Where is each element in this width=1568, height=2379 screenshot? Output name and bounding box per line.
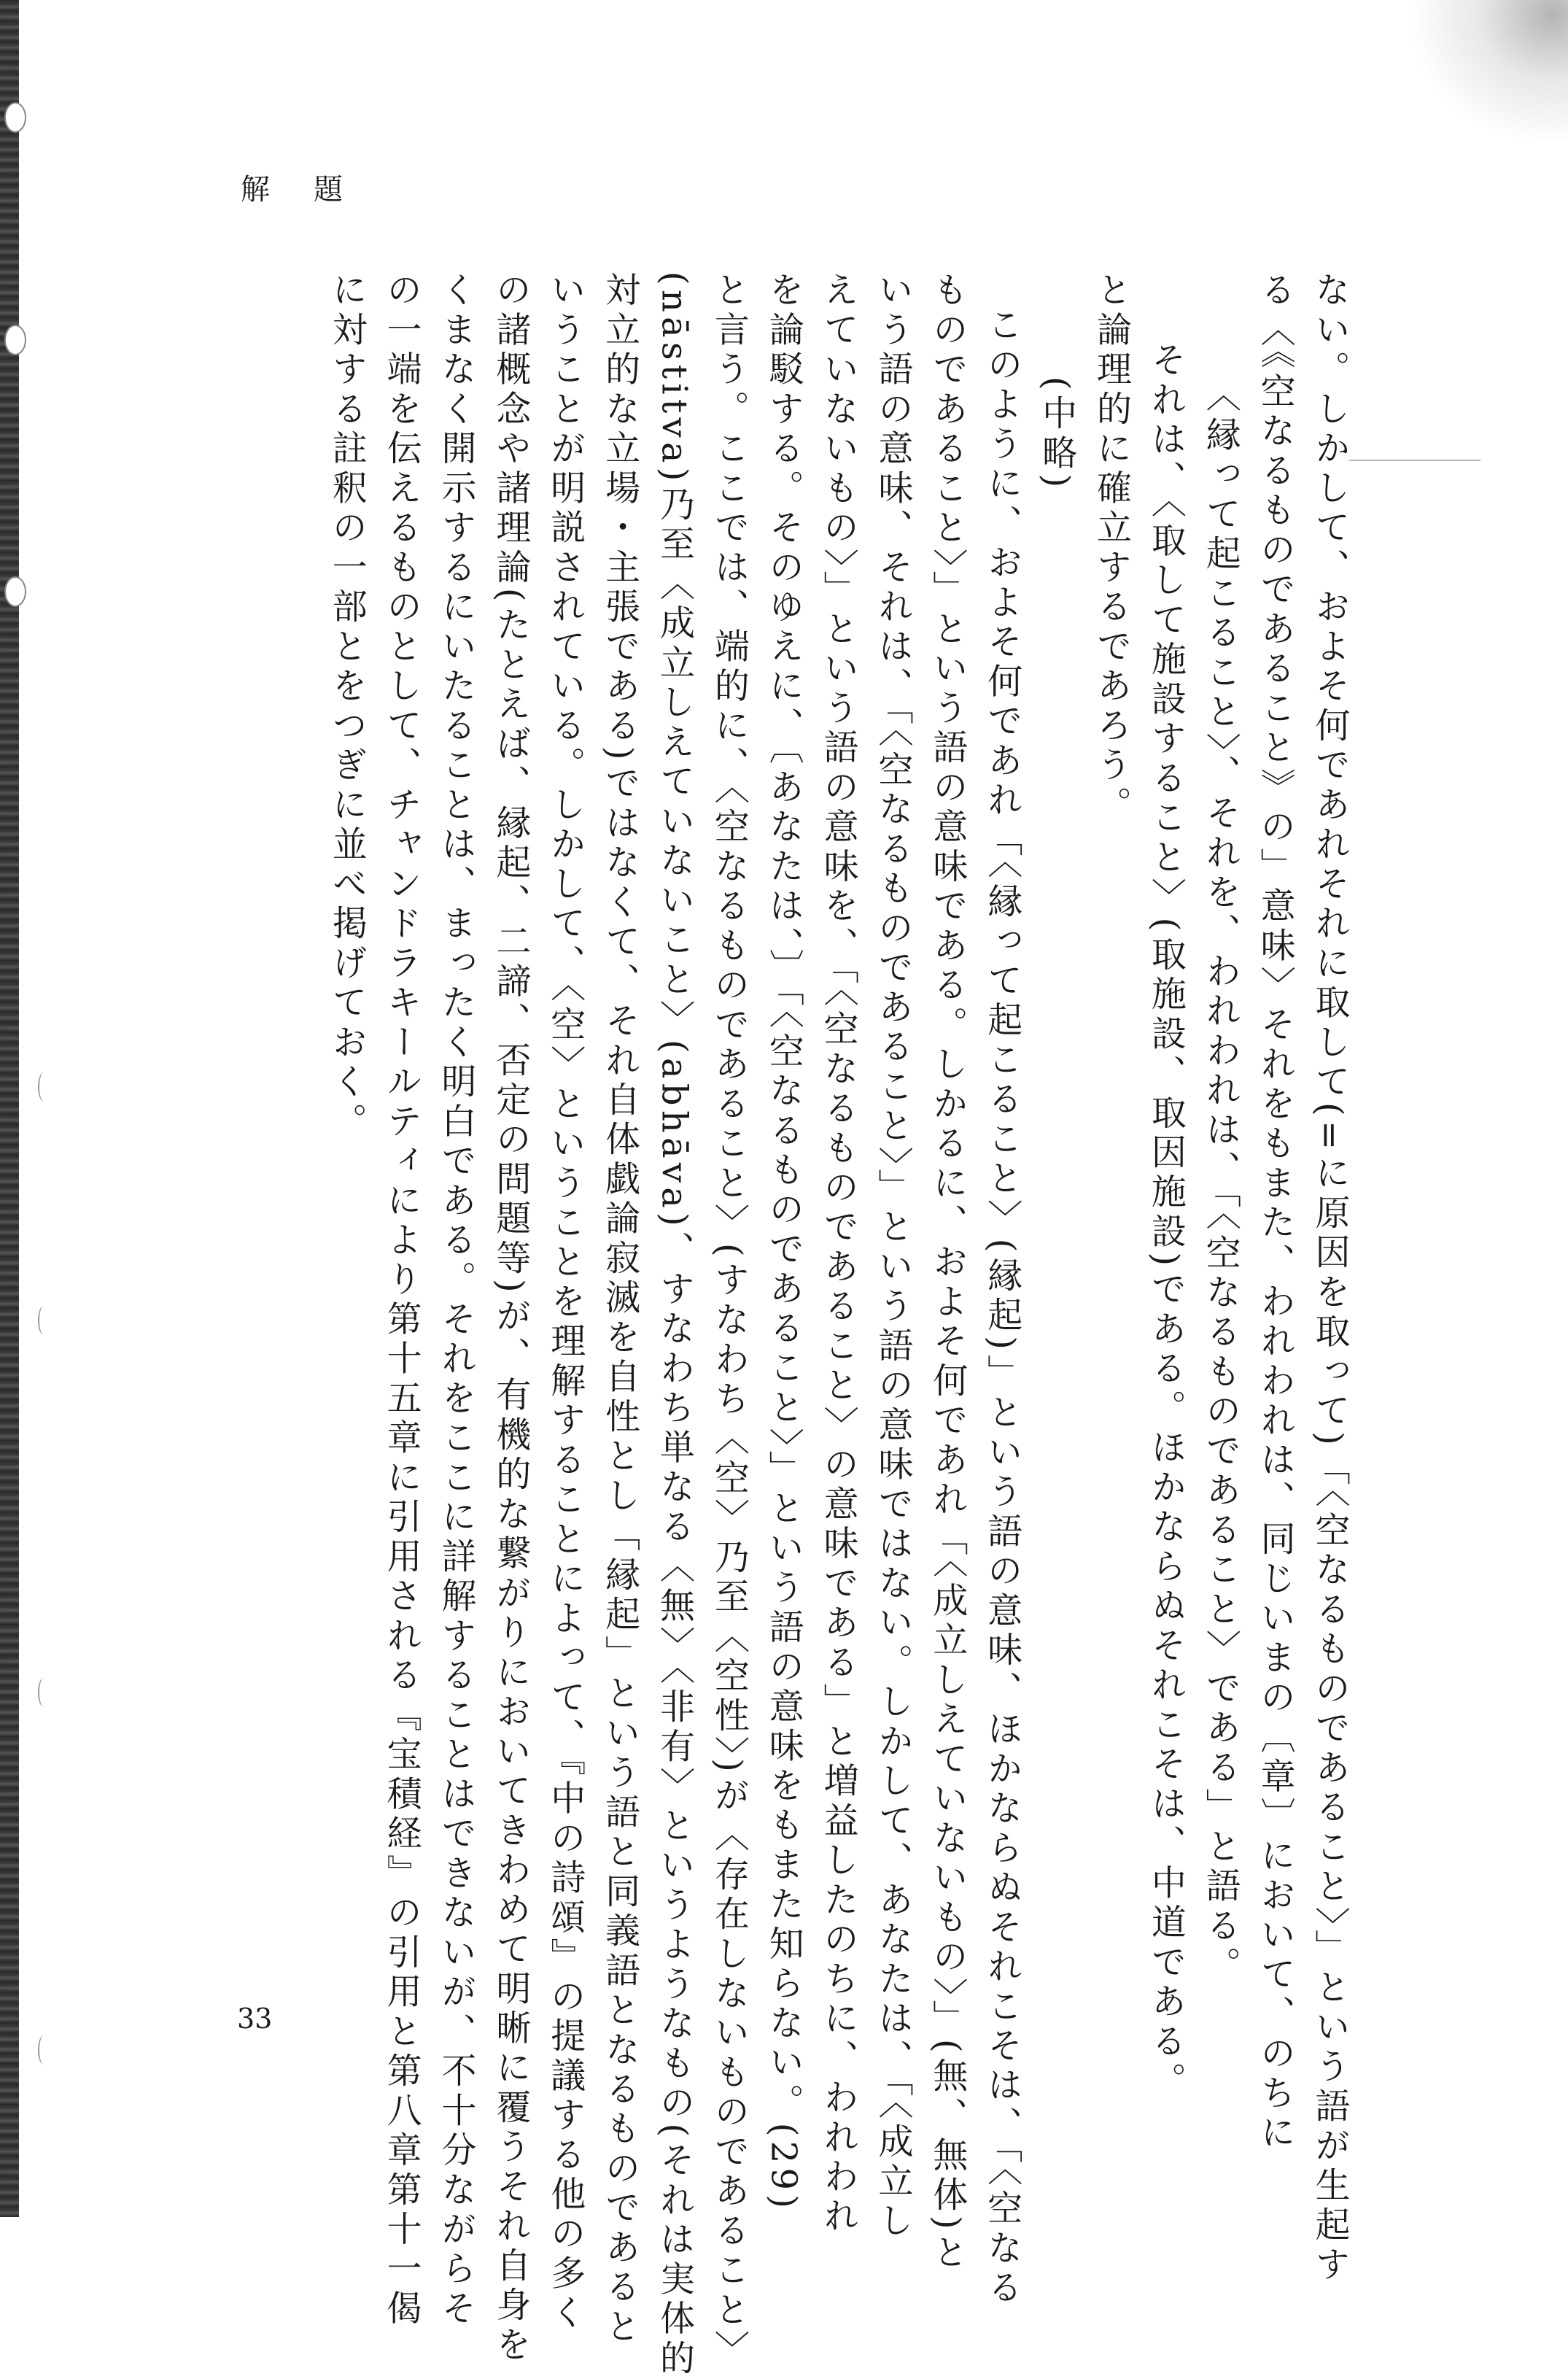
quoted-line: それは、〈取して施設すること〉(取施設、取因施設)である。ほかならぬそれこそは、中道である。 [1145,341,1187,2102]
text-line: (nāstitva)乃至〈成立しえていないこと〉(abhāva)、すなわち単なる〈無〉〈非有〉というようなもの(それは実体的 [653,271,695,2379]
main-text [219,271,1357,2379]
text-line: ない。しかして、およそ何であれそれに取して(=に原因を取って)「〈空なるものであること〉」という語が生起す [1309,271,1350,2286]
scan-fold-line [1349,460,1480,461]
page-number: 33 [237,2003,273,2035]
binding-notch [4,325,26,355]
scan-mark [38,1678,50,1707]
text-line: このように、およそ何であれ「〈縁って起こること〉(縁起)」という語の意味、ほかならぬそれこそは、「〈空なる [981,306,1022,2309]
text-line: と論理的に確立するであろう。 [1090,271,1132,826]
text-line: る〈《空なるものであること》の」意味〉それをもまた、われわれは、同じいまの〔章〕において、のちに [1254,271,1296,2154]
binding-notch [4,102,26,133]
text-line: くまなく開示するにいたることは、まったく明白である。それをここに詳解することはできないが、不十分ながらそ [435,271,476,2329]
omission-mark: (中略) [1036,376,1077,492]
text-line: と言う。ここでは、端的に、〈空なるものであること〉(すなわち〈空〉乃至〈空性〉)が〈存在しないものであること〉 [708,271,750,2370]
text-line: を論駁する。そのゆえに、〔あなたは、〕「〈空なるものであること〉」という語の意味をもまた知らない。(29) [763,271,804,2213]
text-line: いうことが明説されている。しかして、〈空〉ということを理解することによって、『中の詩頌』の提議する他の多く [544,271,586,2334]
text-line: えていないもの〉」という語の意味を、「〈空なるものであること〉の意味である」と増益したのちに、われわれ [818,271,859,2237]
scan-smudge [1408,0,1568,146]
text-line: の諸概念や諸理論(たとえば、縁起、二諦、否定の問題等)が、有機的な繋がりにおいてきわめて明晰に覆うそれ自身を [489,271,531,2366]
scan-mark [38,1072,50,1102]
scan-mark [38,1306,50,1335]
scan-mark [38,2035,50,2065]
binding-notch [4,576,26,607]
text-line: 対立的な立場・主張である)ではなくて、それ自体戯論寂滅を自性とし「縁起」という語と同義語となるものであると [599,271,640,2348]
text-line: に対する註釈の一部とをつぎに並べ掲げておく。 [326,271,368,1142]
running-header: 解題 [241,173,387,206]
text-line: ものであること〉」という語の意味である。しかるに、およそ何であれ「〈成立しえていないもの〉」(無、無体)と [926,271,968,2274]
text-line: の一端を伝えるものとして、チャンドラキールティにより第十五章に引用される『宝積経』の引用と第八章第十一偈 [381,271,422,2329]
quoted-line: 〈縁って起こること〉、それを、われわれは、「〈空なるものであること〉である」と語る。 [1200,376,1241,1987]
text-line: いう語の意味、それは、「〈空なるものであること〉」という語の意味ではない。しかして、あなたは、「〈成立し [872,271,913,2242]
